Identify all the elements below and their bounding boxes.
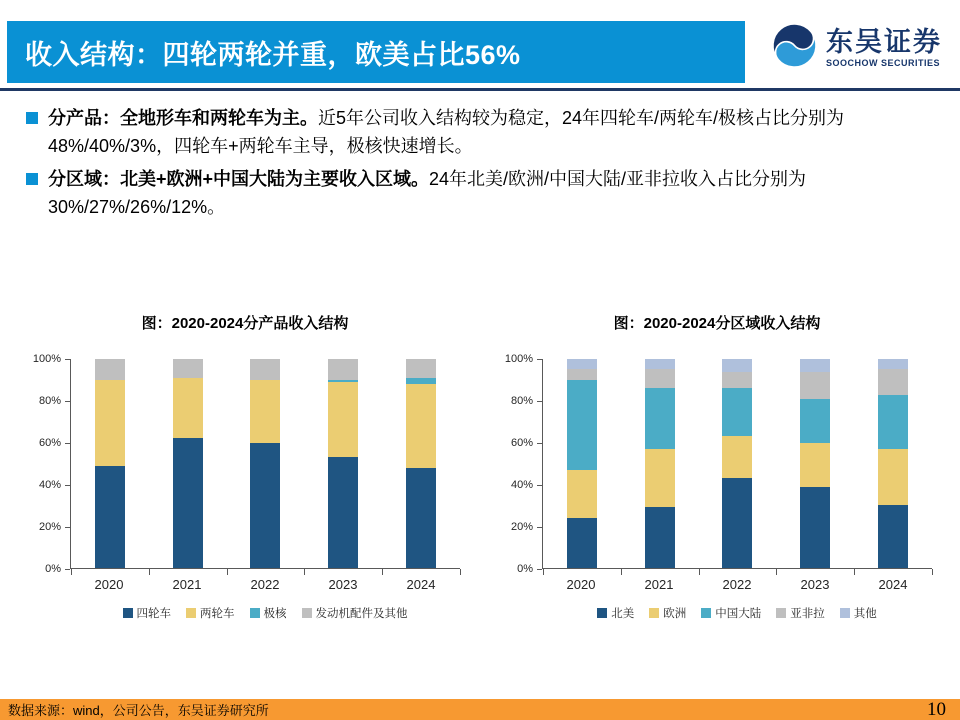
legend-label: 其他 [853, 608, 877, 620]
bar-segment-四轮车 [328, 457, 358, 568]
bar-segment-发动机配件及其他 [250, 359, 280, 380]
bar-segment-欧洲 [800, 443, 830, 487]
product-revenue-chart [30, 312, 460, 621]
legend-swatch-icon [123, 608, 133, 618]
data-source: 数据来源：wind，公司公告，东吴证券研究所 [8, 703, 269, 718]
legend-item [840, 605, 877, 621]
x-axis-label: 2021 [172, 577, 202, 592]
stacked-bar-2020 [567, 359, 597, 568]
bar-segment-两轮车 [250, 380, 280, 443]
y-axis-label: 80% [510, 395, 533, 407]
bullet-list [26, 104, 936, 226]
bullet-marker-icon [26, 112, 38, 124]
y-axis-label: 100% [504, 353, 533, 365]
charts-row [0, 312, 960, 621]
bar-segment-两轮车 [406, 384, 436, 468]
y-axis-label: 40% [38, 479, 61, 491]
x-axis-tick [382, 569, 383, 575]
bar-segment-北美 [800, 487, 830, 569]
bullet-body: 近5年公司收入结构较为稳定，24年四轮车/两轮车/极核占比分别为48%/40%/3%，四轮车+两轮车主导，极核快速增长。 [48, 108, 845, 156]
x-axis-tick [543, 569, 544, 575]
x-axis-tick [71, 569, 72, 575]
bar-segment-其他 [722, 359, 752, 372]
legend-label: 北美 [611, 608, 635, 620]
x-axis-tick [621, 569, 622, 575]
y-axis [502, 353, 542, 575]
legend-item [302, 605, 408, 621]
bar-segment-其他 [800, 359, 830, 372]
bar-segment-四轮车 [173, 438, 203, 568]
x-axis-label: 2021 [644, 577, 674, 592]
legend-swatch-icon [597, 608, 607, 618]
legend-label: 欧洲 [663, 608, 687, 620]
chart-title: 图：2020-2024分产品收入结构 [141, 315, 349, 332]
legend-label: 四轮车 [136, 608, 171, 620]
x-axis-tick [932, 569, 933, 575]
x-axis-label: 2024 [406, 577, 436, 592]
legend-item [186, 605, 235, 621]
plot-area [542, 359, 932, 569]
x-axis-label: 2022 [722, 577, 752, 592]
bar-segment-四轮车 [250, 443, 280, 568]
legend-label: 中国大陆 [715, 608, 762, 620]
x-axis-label: 2023 [800, 577, 830, 592]
stacked-bar-2024 [406, 359, 436, 568]
logo-wordmark [826, 26, 942, 68]
y-axis-label: 20% [510, 521, 533, 533]
bar-segment-四轮车 [95, 466, 125, 568]
legend-swatch-icon [701, 608, 711, 618]
bar-segment-中国大陆 [800, 399, 830, 443]
x-axis-labels [542, 569, 932, 592]
region-revenue-chart [502, 312, 932, 621]
y-axis [30, 353, 70, 575]
x-axis-label: 2022 [250, 577, 280, 592]
x-axis-labels [70, 569, 460, 592]
stacked-bar-2024 [878, 359, 908, 568]
legend-swatch-icon [840, 608, 850, 618]
x-axis-label: 2024 [878, 577, 908, 592]
bullet-item [26, 104, 936, 160]
y-axis-label: 0% [517, 563, 533, 575]
bar-segment-发动机配件及其他 [328, 359, 358, 380]
bar-segment-亚非拉 [645, 369, 675, 388]
stacked-bar-2023 [328, 359, 358, 568]
legend-label: 发动机配件及其他 [315, 608, 408, 620]
bar-segment-北美 [722, 478, 752, 568]
stacked-bar-2022 [722, 359, 752, 568]
x-axis-tick [854, 569, 855, 575]
x-axis-tick [460, 569, 461, 575]
page-number: 10 [927, 698, 946, 720]
bullet-marker-icon [26, 173, 38, 185]
bar-segment-发动机配件及其他 [95, 359, 125, 380]
bar-segment-北美 [645, 507, 675, 568]
chart-title: 图：2020-2024分区域收入结构 [613, 315, 821, 332]
plot-area [70, 359, 460, 569]
bar-segment-发动机配件及其他 [406, 359, 436, 378]
stacked-bar-2020 [95, 359, 125, 568]
bar-segment-其他 [645, 359, 675, 369]
legend-swatch-icon [302, 608, 312, 618]
y-axis-label: 60% [38, 437, 61, 449]
legend-item [250, 605, 287, 621]
page-title: 收入结构：四轮两轮并重，欧美占比56% [25, 39, 521, 70]
legend-swatch-icon [250, 608, 260, 618]
title-banner [7, 21, 745, 83]
y-axis-label: 0% [45, 563, 61, 575]
legend-item [776, 605, 825, 621]
bullet-lead: 分区域：北美+欧洲+中国大陆为主要收入区域。 [48, 169, 430, 189]
y-axis-label: 100% [32, 353, 61, 365]
bars [543, 359, 932, 568]
legend-item [597, 605, 634, 621]
bullet-text [48, 104, 936, 160]
brand-name-cn: 东吴证券 [826, 26, 942, 57]
bar-segment-四轮车 [406, 468, 436, 568]
bar-segment-其他 [878, 359, 908, 369]
bar-segment-欧洲 [567, 470, 597, 518]
legend-item [649, 605, 686, 621]
bar-segment-两轮车 [328, 382, 358, 457]
brand-name-en: SOOCHOW SECURITIES [826, 57, 941, 68]
y-axis-label: 20% [38, 521, 61, 533]
stacked-bar-2022 [250, 359, 280, 568]
legend-label: 两轮车 [200, 608, 235, 620]
y-axis-label: 60% [510, 437, 533, 449]
bullet-body: 24年北美/欧洲/中国大陆/亚非拉收入占比分别为30%/27%/26%/12%。 [48, 169, 807, 217]
bar-segment-中国大陆 [722, 388, 752, 436]
x-axis-tick [699, 569, 700, 575]
bullet-lead: 分产品：全地形车和两轮车为主。 [48, 108, 318, 128]
footer-bar [0, 699, 960, 720]
chart-legend [70, 605, 460, 621]
x-axis-label: 2023 [328, 577, 358, 592]
chart-body [30, 353, 460, 575]
bar-segment-两轮车 [95, 380, 125, 466]
stacked-bar-2021 [173, 359, 203, 568]
legend-swatch-icon [649, 608, 659, 618]
bar-segment-欧洲 [722, 436, 752, 478]
bar-segment-亚非拉 [878, 369, 908, 394]
x-axis-label: 2020 [94, 577, 124, 592]
legend-swatch-icon [776, 608, 786, 618]
stacked-bar-2021 [645, 359, 675, 568]
bar-segment-中国大陆 [567, 380, 597, 470]
bars [71, 359, 460, 568]
legend-item [123, 605, 172, 621]
bar-segment-亚非拉 [722, 372, 752, 389]
bullet-item [26, 165, 936, 221]
chart-body [502, 353, 932, 575]
logo-mark-icon [771, 22, 818, 74]
stacked-bar-2023 [800, 359, 830, 568]
legend-swatch-icon [186, 608, 196, 618]
soochow-logo [771, 22, 942, 74]
y-axis-label: 80% [38, 395, 61, 407]
x-axis-tick [304, 569, 305, 575]
bar-segment-北美 [567, 518, 597, 568]
header-divider [0, 88, 960, 91]
legend-label: 亚非拉 [790, 608, 825, 620]
chart-legend [542, 605, 932, 621]
bar-segment-北美 [878, 505, 908, 568]
bar-segment-亚非拉 [800, 372, 830, 399]
x-axis-tick [149, 569, 150, 575]
bar-segment-发动机配件及其他 [173, 359, 203, 378]
bar-segment-中国大陆 [878, 395, 908, 449]
bar-segment-中国大陆 [645, 388, 675, 449]
x-axis-tick [227, 569, 228, 575]
y-axis-label: 40% [510, 479, 533, 491]
x-axis-label: 2020 [566, 577, 596, 592]
bar-segment-其他 [567, 359, 597, 369]
legend-item [701, 605, 761, 621]
bar-segment-两轮车 [173, 378, 203, 439]
bar-segment-亚非拉 [567, 369, 597, 379]
bar-segment-欧洲 [645, 449, 675, 508]
x-axis-tick [776, 569, 777, 575]
bullet-text [48, 165, 936, 221]
legend-label: 极核 [263, 608, 287, 620]
bar-segment-欧洲 [878, 449, 908, 505]
